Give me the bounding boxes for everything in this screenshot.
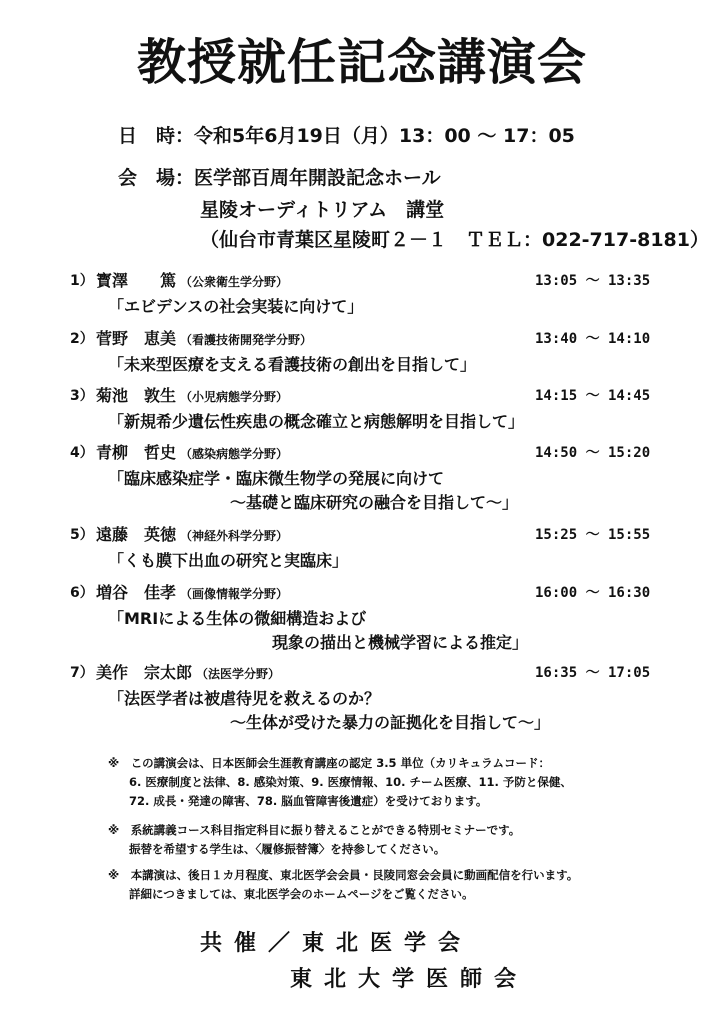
date-value: 令和5年6月19日（月）13：00 ～ 17：05 [194,125,575,147]
lecturer-name [96,440,288,463]
lecture-time: 13:40 ～ 14:10 [535,331,651,347]
venue-hall: 星陵オーディトリアム 講堂 [200,199,445,221]
lecture-title: 「エビデンスの社会実装に向けて」 [108,297,364,316]
host-line-1 [200,926,472,957]
lecture-title: 「未来型医療を支える看護技術の創出を目指して」 [108,355,477,374]
lecturer-name-text: 青柳 哲史 [96,443,177,462]
lecture-number: 5） [70,527,94,543]
lecturer-name [96,326,312,349]
lecture-title: 「新規希少遺伝性疾患の概念確立と病態解明を目指して」 [108,412,525,431]
note-line [108,822,520,838]
note-mark: ※ [108,756,120,770]
lecture-time: 13:05 ～ 13:35 [535,273,651,289]
lecture-title: 「くも膜下出血の研究と実臨床」 [108,551,349,570]
lecture-time: 16:35 ～ 17:05 [535,665,651,681]
note-line [108,867,578,883]
note-text: 本講演は、後日１カ月程度、東北医学会会員・艮陵同窓会会員に動画配信を行います。 [130,868,579,882]
lecturer-field: （神経外科学分野） [180,529,289,543]
note-line: 詳細につきましては、東北医学会のホームページをご覧ください。 [129,887,474,901]
lecturer-name [96,268,288,291]
lecturer-field: （法医学分野） [196,667,281,681]
lecturer-name-text: 菅野 恵美 [96,329,177,348]
lecturer-name-text: 遠藤 英徳 [96,525,177,544]
lecture-number: 2） [70,331,94,347]
lecturer-name [96,660,280,683]
venue-row [118,163,441,190]
lecturer-name [96,383,288,406]
lecturer-field: （画像情報学分野） [180,587,289,601]
lecture-number: 7） [70,665,94,681]
lecturer-name [96,522,288,545]
lecturer-field: （公衆衛生学分野） [180,275,289,289]
lecturer-name-text: 美作 宗太郎 [96,663,193,682]
lecture-subtitle: 現象の描出と機械学習による推定」 [272,633,529,652]
page-title: 教授就任記念講演会 [136,34,587,91]
lecture-number: 4） [70,445,94,461]
note-text: この講演会は、日本医師会生涯教育講座の認定 3.5 単位（カリキュラムコード： [130,756,550,770]
note-mark: ※ [108,868,120,882]
venue-label: 会 場： [118,167,195,189]
lecture-number: 3） [70,388,94,404]
date-label: 日 時： [118,125,195,147]
lecturer-name-text: 菊池 敦生 [96,386,177,405]
host-org-2: 東北大学医師会 [290,967,529,992]
lecture-subtitle: ～生体が受けた暴力の証拠化を目指して～」 [230,713,551,732]
venue-address: （仙台市青葉区星陵町２－１ ＴＥＬ：022-717-8181） [200,229,709,251]
lecture-number: 6） [70,585,94,601]
note-mark: ※ [108,823,120,837]
note-text: 系統講義コース科目指定科目に振り替えることができる特別セミナーです。 [130,823,521,837]
lecture-number: 1） [70,273,94,289]
lecture-time: 16:00 ～ 16:30 [535,585,651,601]
lecturer-name-text: 増谷 佳孝 [96,583,177,602]
host-org-1: 東北医学会 [302,931,473,956]
lecture-time: 14:50 ～ 15:20 [535,445,651,461]
note-line: 振替を希望する学生は、〈履修振替簿〉を持参してください。 [129,842,446,856]
lecturer-field: （感染病態学分野） [180,447,289,461]
lecture-title: 「法医学者は被虐待児を救えるのか？ [108,689,381,708]
lecturer-field: （小児病態学分野） [180,390,289,404]
note-line [108,755,550,771]
note-line: 72. 成長・発達の障害、78. 脳血管障害後遺症）を受けております。 [129,794,488,808]
lecture-title: 「MRIによる生体の微細構造および [108,609,367,628]
date-row [118,121,575,148]
lecture-time: 14:15 ～ 14:45 [535,388,651,404]
host-label: 共催／ [200,931,303,956]
lecturer-field: （看護技術開発学分野） [180,333,313,347]
venue-name: 医学部百周年開設記念ホール [194,167,441,189]
note-line: 6. 医療制度と法律、8. 感染対策、9. 医療情報、10. チーム医療、11. 予防と保健、 [129,775,572,789]
lecture-subtitle: ～基礎と臨床研究の融合を目指して～」 [230,493,519,512]
lecturer-name-text: 寳澤 篤 [96,271,177,290]
lecturer-name [96,580,288,603]
lecture-title: 「臨床感染症学・臨床微生物学の発展に向けて [108,469,445,488]
lecture-time: 15:25 ～ 15:55 [535,527,651,543]
